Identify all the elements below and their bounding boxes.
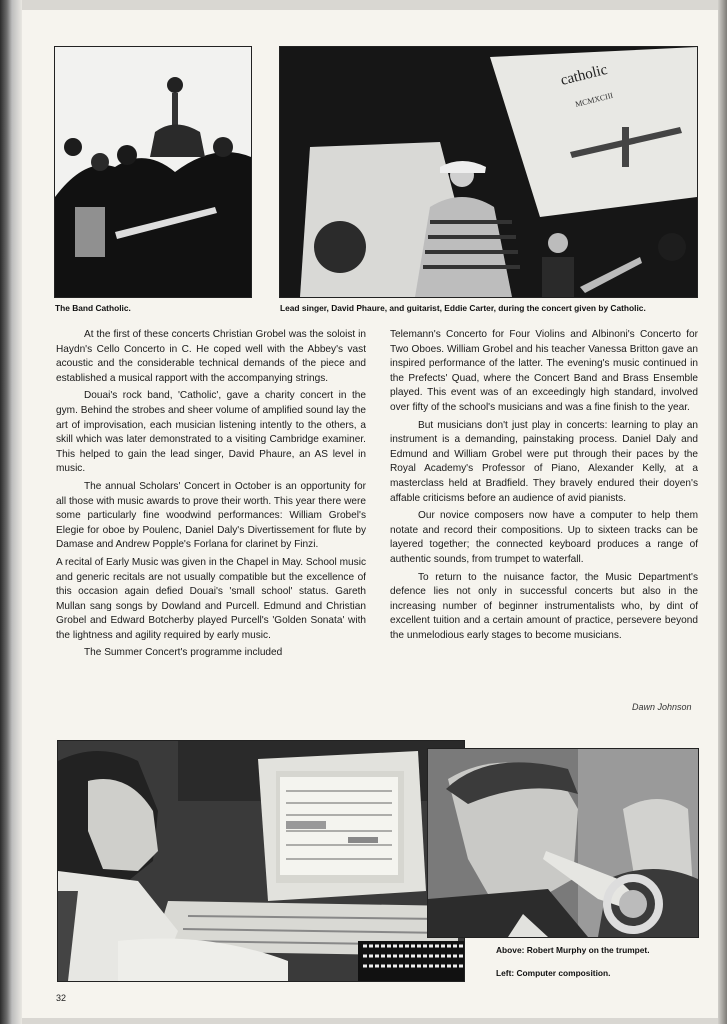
book-binding: [0, 0, 22, 1024]
article-paragraph: To return to the nuisance factor, the Music Department's defence lies not only in successful concerts but also in the increasing number of beginner instrumentalists who, by dint of excellent tuition and a certain amount of practice, persevere beyond the unmelodious early stages to become musicians.: [390, 571, 698, 641]
band-photo-caption: The Band Catholic.: [55, 303, 131, 313]
magazine-page: [22, 10, 718, 1018]
article-paragraph: The Summer Concert's programme included: [84, 647, 283, 659]
page-edge: [718, 0, 727, 1024]
article-paragraph: A recital of Early Music was given in the Chapel in May. School music and generic recitals are not usually compatible but the excellence of this occasion again defied Douai's 'small school' status. Gareth Mullan sang songs by Dowland and Purcell. Edmund and Christian Grobel and Edward Botcherby played Purcell's 'Golden Sonata' with the lightness and agility required by early music.: [56, 556, 366, 641]
trumpet-photo: [427, 748, 699, 938]
banner-year: MCMXCIII: [574, 90, 615, 109]
article-paragraph: Telemann's Concerto for Four Violins and Albinoni's Concerto for Two Oboes. William Grobel and his teacher Vanessa Britton gave an inspired performance of the latter. The evening's music continued in the Prefects' Quad, where the Concert Band and Brass Ensemble played. This event was of an exceedingly high standard, involved over fifty of the school's musicians and was a fine finish to the year.: [390, 329, 698, 413]
article-paragraph: The annual Scholars' Concert in October is an opportunity for all those with music awards to prove their worth. This year there were some particularly fine woodwind performances: William Grobel's Elegie for oboe by Poulenc, Daniel Daly's Divertissement for flute by Damase and Andrew Popple's Forlana for clarinet by Finzi.: [56, 480, 366, 551]
article-right-column: [390, 328, 698, 646]
article-paragraph: But musicians don't just play in concerts: learning to play an instrument is a demanding, painstaking process. Daniel Daly and Edmund and William Grobel were put through their paces by the Royal Academy's Professor of Piano, Alexander Kelly, at a masterclass held at Bradfield. They bravely endured their doyen's affable criticisms before an audience of avid pianists.: [390, 419, 698, 504]
author-signature: Dawn Johnson: [632, 702, 692, 712]
banner-text: catholic: [559, 61, 610, 89]
concert-photo-caption: Lead singer, David Phaure, and guitarist, Eddie Carter, during the concert given by Catholic.: [280, 303, 646, 313]
computer-photo-caption: Left: Computer composition.: [496, 968, 611, 978]
computer-photo: [57, 740, 465, 982]
article-left-column: [56, 328, 366, 664]
concert-photo: [279, 46, 698, 298]
article-paragraph: At the first of these concerts Christian Grobel was the soloist in Haydn's Cello Concerto in C. He coped well with the Abbey's vast acoustic and the considerable technical demands of the piece and established a musical rapport with the accompanying strings.: [56, 329, 366, 384]
trumpet-photo-caption: Above: Robert Murphy on the trumpet.: [496, 945, 650, 955]
article-paragraph: Douai's rock band, 'Catholic', gave a charity concert in the gym. Behind the strobes and sheer volume of amplified sound lay the art of improvisation, each musician listening intently to the others, a skill which was later demonstrated to a visiting Cambridge examiner. This helped to gain the lead singer, David Phaure, an AS level in music.: [56, 390, 366, 475]
page-number: 32: [56, 993, 67, 1003]
article-paragraph: Our novice composers now have a computer to help them notate and record their compositions. Up to sixteen tracks can be layered together; the connected keyboard produces a range of authentic sounds, from trumpet to waterfall.: [390, 510, 698, 565]
band-photo: [54, 46, 252, 298]
